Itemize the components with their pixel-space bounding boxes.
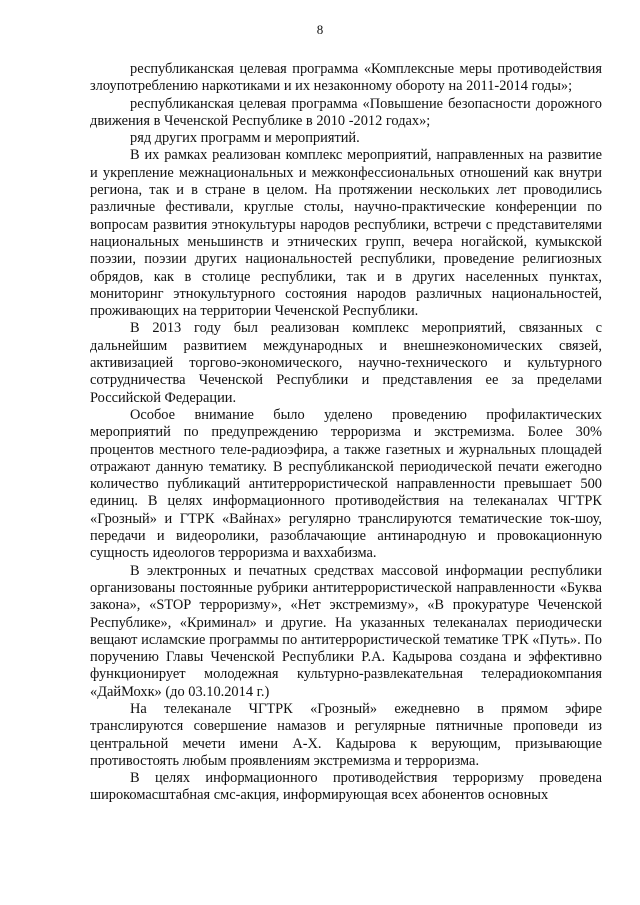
paragraph-international-relations: В 2013 году был реализован комплекс мероприятий, связанных с дальнейшим развитием международных и внешнеэкономических связей, активизацией торгово-экономического, научно-технического и культурного сотрудничества Чеченской Республики и представления ее за пределами Российской Федерации. [90,320,602,406]
paragraph-grozny-broadcasts: На телеканале ЧГТРК «Грозный» ежедневно в прямом эфире транслируются совершение намазов и регулярные пятничные проповеди из центральной мечети имени А-Х. Кадырова к верующим, призывающие противостоять любым проявлениям экстремизма и терроризма. [90,700,602,769]
paragraph-terrorism-prevention: Особое внимание было уделено проведению профилактических мероприятий по предупреждению терроризма и экстремизма. Более 30% процентов местного теле-радиоэфира, а также газетных и журнальных площадей отражают данную тематику. В республиканской периодической печати ежегодно количество публикаций антитеррористической направленности превышает 500 единиц. В целях информационного противодействия на телеканалах ЧГТРК «Грозный» и ГТРК «Вайнах» регулярно транслируются тематические ток-шоу, передачи и видеоролики, разоблачающие антинародную и провокационную сущность идеологов терроризма и ваххабизма. [90,406,602,562]
paragraph-sms-campaign: В целях информационного противодействия терроризму проведена широкомасштабная смс-акция, информирующая всех абонентов основных [90,770,602,804]
paragraph-interethnic-measures: В их рамках реализован комплекс мероприятий, направленных на развитие и укрепление межнациональных и межконфессиональных отношений как внутри региона, так и в стране в целом. На протяжении нескольких лет проводились различные фестивали, круглые столы, научно-практические конференции по вопросам развития этнокультуры народов республики, встречи с представителями национальных меньшинств и этнических групп, вечера ногайской, кумыкской поэзии, поэзии других национальностей республики, проведение религиозных обрядов, как в столице республики, так и в других населенных пунктах, мониторинг этнокультурного состояния народов различных национальностей, проживающих на территории Чеченской Республики. [90,147,602,320]
document-body [90,61,602,805]
paragraph-program-road-safety: республиканская целевая программа «Повышение безопасности дорожного движения в Чеченской Республике в 2010 -2012 годах»; [90,95,602,129]
paragraph-media-rubrics: В электронных и печатных средствах массовой информации республики организованы постоянные рубрики антитеррористической направленности «Буква закона», «STOP терроризму», «Нет экстремизму», «В прокуратуре Чеченской Республике», «Криминал» и другие. На указанных телеканалах периодически вещают исламские программы по антитеррористической тематике ТРК «Путь». По поручению Главы Чеченской Республики Р.А. Кадырова создана и эффективно функционирует молодежная культурно-развлекательная телерадиокомпания «ДайМохк» (до 03.10.2014 г.) [90,562,602,700]
paragraph-program-drugs: республиканская целевая программа «Комплексные меры противодействия злоупотреблению наркотиками и их незаконному обороту на 2011-2014 годы»; [90,61,602,95]
paragraph-other-programs: ряд других программ и мероприятий. [130,130,360,147]
page-number: 8 [316,22,324,37]
